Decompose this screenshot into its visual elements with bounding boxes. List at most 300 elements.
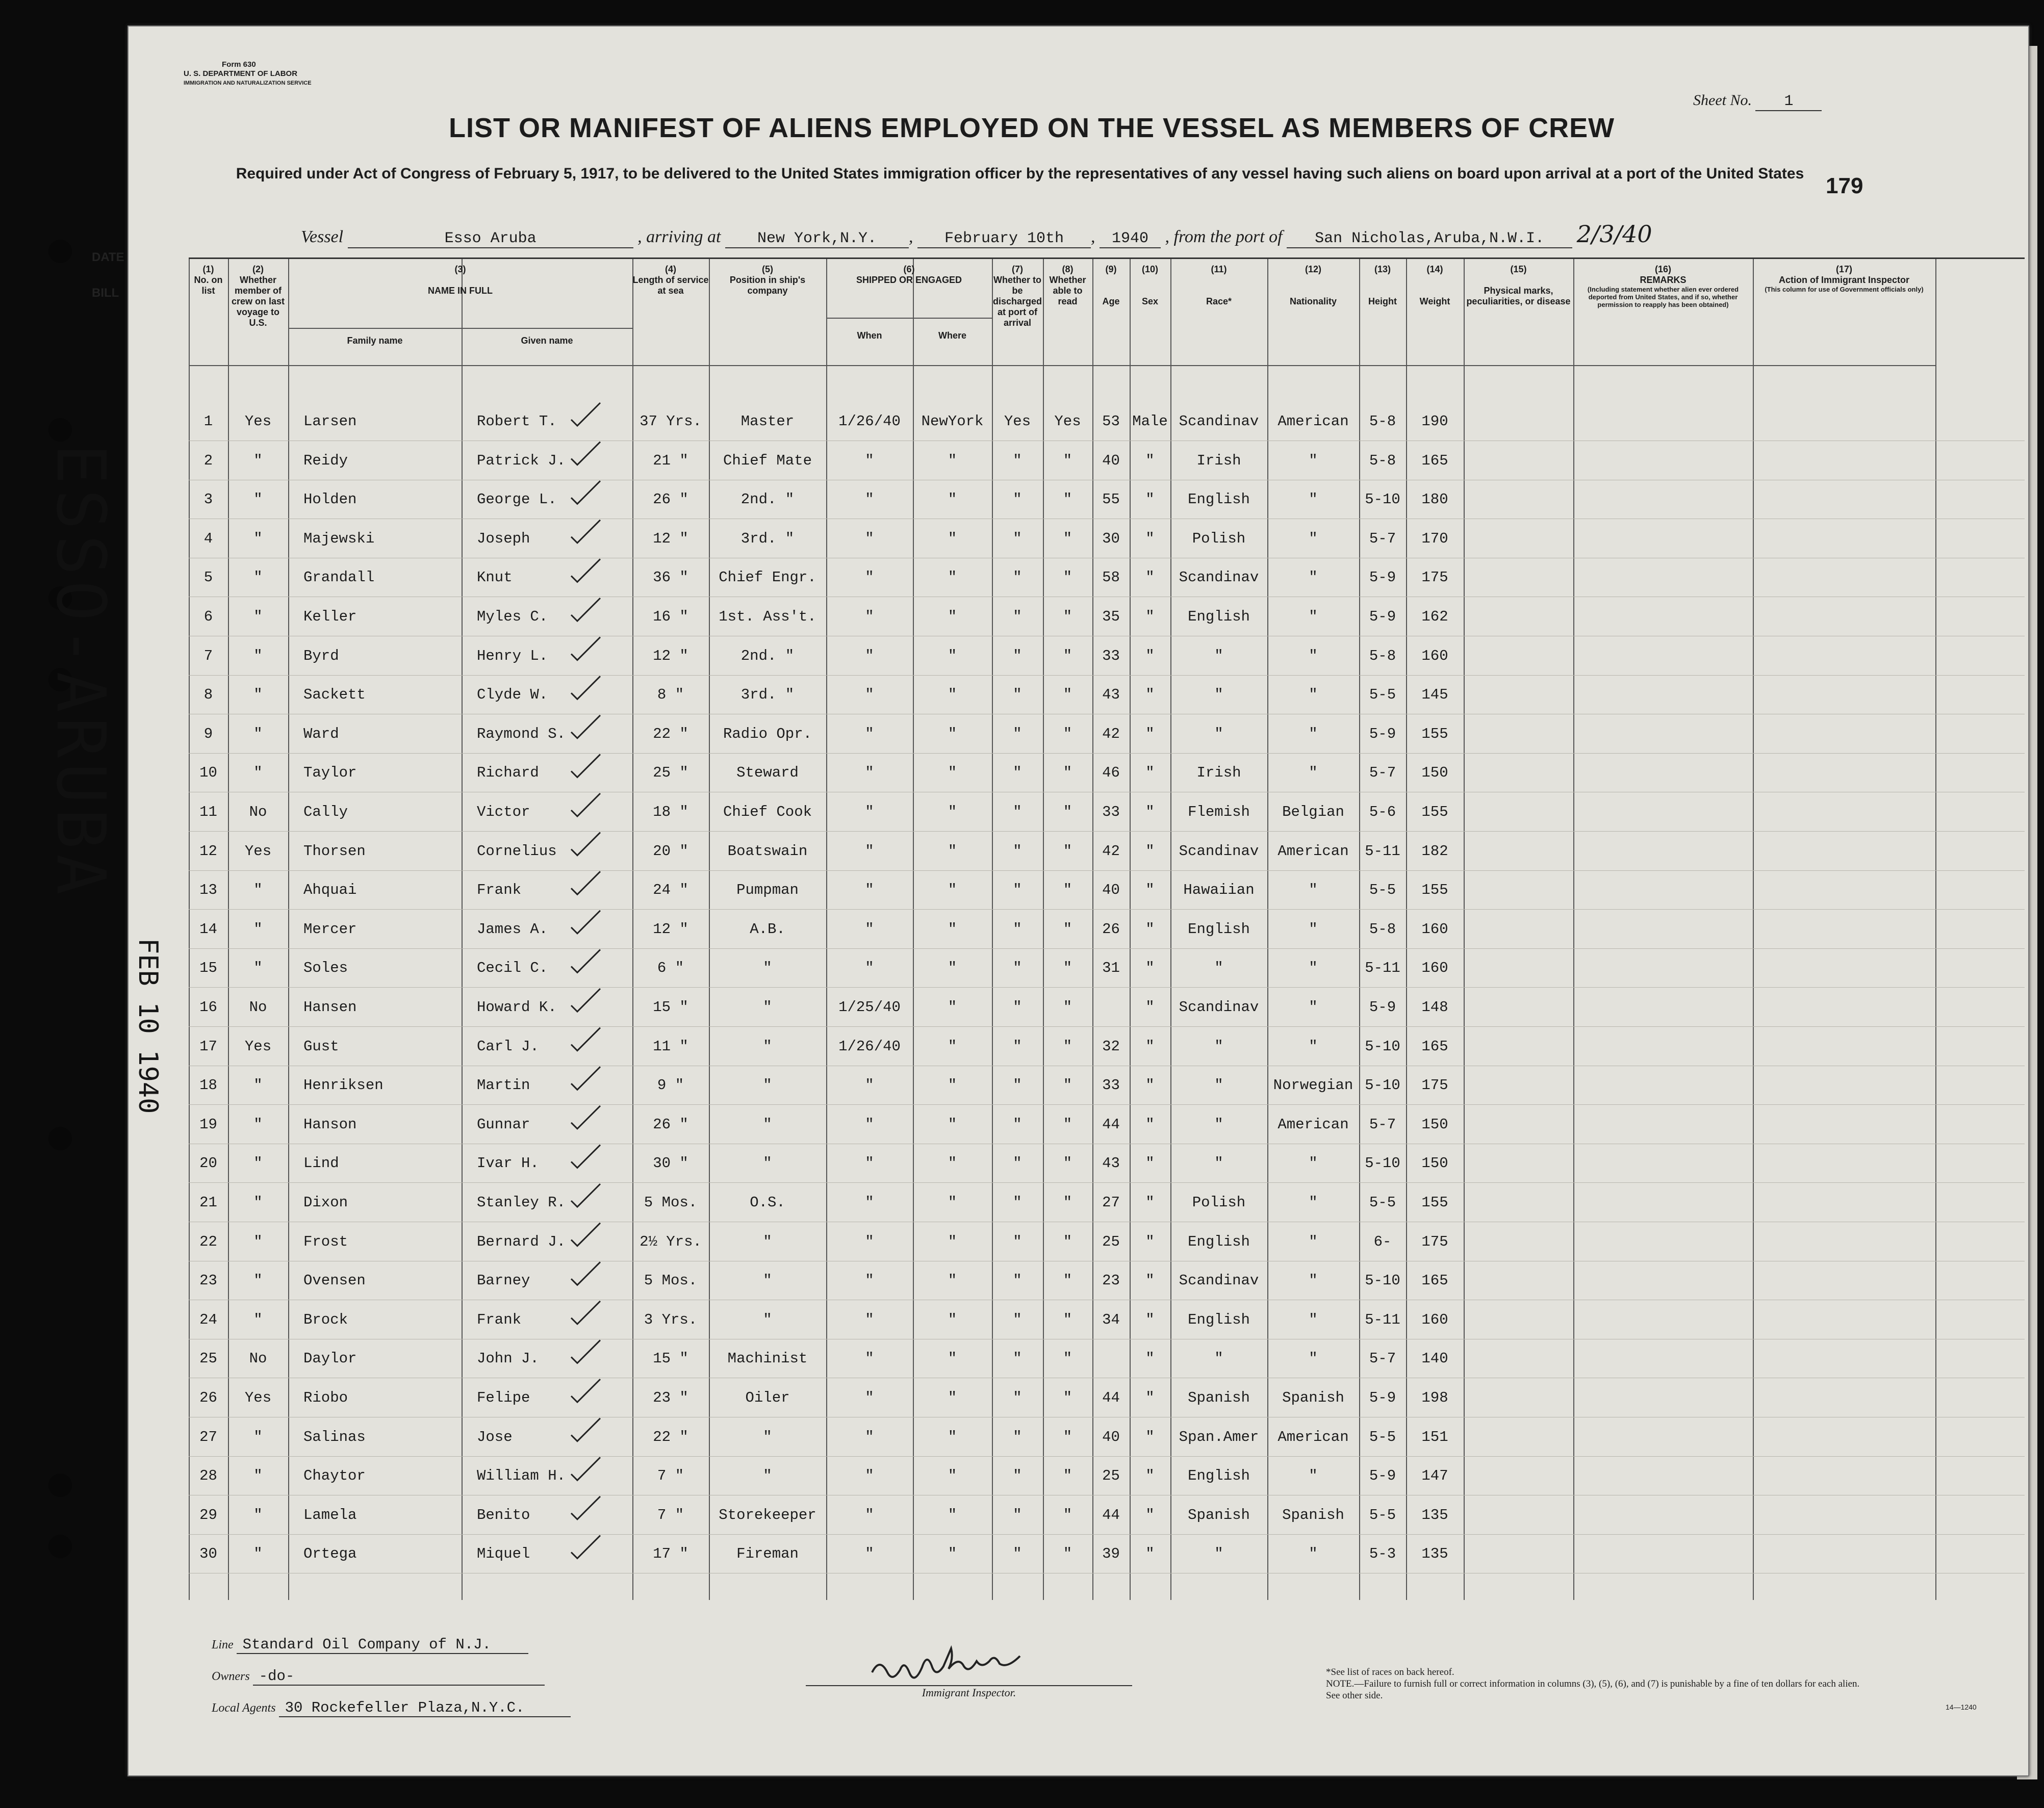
cell-nationality: " — [1309, 1155, 1318, 1172]
cell-sex: " — [1145, 1545, 1155, 1563]
cell-given: Cecil C. — [477, 960, 548, 977]
cell-nationality: " — [1309, 920, 1318, 938]
cell-race: " — [1214, 1155, 1223, 1172]
cell-service: 7 " — [657, 1467, 684, 1485]
cell-given: Miquel — [477, 1545, 530, 1563]
cell-family: Chaytor — [303, 1467, 366, 1485]
cell-service: 21 " — [653, 452, 688, 469]
cell-height: 5-10 — [1365, 1038, 1400, 1055]
cell-family: Salinas — [303, 1428, 366, 1445]
cell-age: 40 — [1102, 1428, 1120, 1445]
cell-height: 6- — [1373, 1233, 1392, 1250]
cell-discharged: " — [1013, 725, 1022, 742]
cell-age: 44 — [1102, 1506, 1120, 1523]
cell-read: " — [1063, 764, 1072, 782]
cell-nationality: " — [1309, 960, 1318, 977]
cell-sex: " — [1145, 530, 1155, 547]
cell-prev: " — [253, 1155, 263, 1172]
cell-given: Howard K. — [477, 999, 557, 1016]
cell-position: 3rd. " — [740, 686, 795, 704]
cell-read: " — [1063, 999, 1072, 1016]
cell-discharged: " — [1013, 1038, 1022, 1055]
when-header: When — [857, 330, 882, 341]
cell-no: 4 — [203, 530, 213, 547]
cell-where: " — [948, 569, 957, 586]
cell-sex: " — [1145, 1038, 1155, 1055]
cell-read: " — [1063, 1545, 1072, 1563]
cell-weight: 150 — [1421, 1155, 1448, 1172]
cell-prev: " — [253, 530, 263, 547]
cell-when: " — [865, 764, 874, 782]
penalty-note: NOTE.—Failure to furnish full or correct information in columns (3), (5), (6), and (7) is punishable by a fine of ten dollars for each alien. See other side. — [1326, 1678, 1860, 1701]
cell-discharged: " — [1013, 491, 1022, 508]
cell-discharged: " — [1013, 686, 1022, 704]
cell-position: Oiler — [745, 1389, 790, 1406]
cell-sex: " — [1145, 1389, 1155, 1406]
cell-height: 5-10 — [1365, 1155, 1400, 1172]
cell-nationality: " — [1309, 1233, 1318, 1250]
col2-num: (2) — [252, 264, 264, 274]
col10-num: (10) — [1141, 264, 1158, 274]
cell-sex: " — [1145, 569, 1155, 586]
cell-weight: 190 — [1421, 413, 1448, 430]
cell-discharged: " — [1013, 647, 1022, 664]
cell-weight: 182 — [1421, 842, 1448, 860]
cell-family: Daylor — [303, 1350, 357, 1367]
table-row — [189, 948, 2025, 988]
cell-height: 5-10 — [1365, 1272, 1400, 1289]
cell-sex: " — [1145, 1506, 1155, 1523]
inspector-label: Immigrant Inspector. — [806, 1685, 1132, 1699]
cell-race: Flemish — [1188, 804, 1250, 820]
cell-prev: " — [253, 764, 263, 782]
cell-prev: Yes — [244, 1038, 272, 1055]
cell-given: Cornelius — [477, 842, 557, 860]
cell-given: Stanley R. — [477, 1194, 566, 1211]
cell-prev: " — [253, 882, 263, 899]
cell-height: 5-9 — [1369, 999, 1396, 1016]
cell-weight: 155 — [1421, 882, 1448, 899]
cell-when: " — [865, 960, 874, 977]
cell-given: Felipe — [477, 1389, 530, 1406]
cell-height: 5-5 — [1369, 686, 1396, 704]
cell-nationality: American — [1278, 413, 1349, 430]
cell-age: 39 — [1102, 1545, 1120, 1563]
cell-when: 1/25/40 — [838, 999, 901, 1016]
cell-race: English — [1188, 1467, 1250, 1485]
col2-label: Whether member of crew on last voyage to U.S. — [231, 275, 285, 328]
footer-fields — [212, 1629, 571, 1724]
cell-weight: 162 — [1421, 608, 1448, 625]
cell-race: Irish — [1196, 452, 1241, 469]
remarks-note: (Including statement whether alien ever ordered deported from United States, and if so, whether permission to reapply has been obtained) — [1587, 286, 1739, 308]
table-row — [189, 1534, 2025, 1573]
cell-where: " — [948, 1389, 957, 1406]
cell-given: Jose — [477, 1428, 513, 1445]
cell-age: 42 — [1102, 842, 1120, 860]
cell-service: 22 " — [653, 725, 688, 742]
cell-position: 2nd. " — [740, 647, 795, 664]
cell-discharged: " — [1013, 842, 1022, 860]
table-row — [189, 519, 2025, 558]
col9-label: Age — [1102, 296, 1120, 306]
cell-weight: 160 — [1421, 647, 1448, 664]
cell-where: " — [948, 960, 957, 977]
cell-given: Ivar H. — [477, 1155, 539, 1172]
col15-num: (15) — [1510, 264, 1527, 274]
cell-when: " — [865, 1506, 874, 1523]
cell-no: 8 — [203, 686, 213, 704]
cell-no: 9 — [203, 725, 213, 742]
arrival-date: February 10th — [917, 230, 1091, 248]
cell-sex: " — [1145, 1311, 1155, 1328]
department: U. S. DEPARTMENT OF LABOR — [184, 69, 298, 78]
cell-age: 27 — [1102, 1194, 1120, 1211]
cell-height: 5-5 — [1369, 1428, 1396, 1445]
cell-weight: 150 — [1421, 764, 1448, 782]
cell-service: 24 " — [653, 882, 688, 899]
col10-label: Sex — [1141, 296, 1159, 306]
cell-family: Majewski — [303, 530, 375, 547]
cell-weight: 160 — [1421, 960, 1448, 977]
cell-read: " — [1063, 647, 1072, 664]
cell-no: 2 — [203, 452, 213, 469]
cell-when: " — [865, 1545, 874, 1563]
cell-where: " — [948, 1350, 957, 1367]
cell-sex: " — [1145, 1428, 1155, 1445]
cell-no: 7 — [203, 647, 213, 664]
departure-port: San Nicholas,Aruba,N.W.I. — [1287, 230, 1572, 248]
cell-position: " — [763, 1233, 772, 1250]
cell-read: " — [1063, 452, 1072, 469]
cell-read: " — [1063, 1077, 1072, 1094]
cell-prev: " — [253, 1311, 263, 1328]
cell-family: Thorsen — [303, 842, 366, 860]
col15-label: Physical marks, peculiarities, or disease — [1466, 286, 1571, 306]
cell-service: 20 " — [653, 842, 688, 860]
cell-nationality: Spanish — [1282, 1506, 1344, 1523]
cell-where: " — [948, 1428, 957, 1445]
cell-race: English — [1188, 920, 1250, 938]
cell-where: " — [948, 725, 957, 742]
cell-read: " — [1063, 1389, 1072, 1406]
col16-label: REMARKS — [1640, 275, 1687, 285]
cell-discharged: " — [1013, 530, 1022, 547]
cell-position: Master — [740, 413, 795, 430]
form-number: Form 630 — [222, 60, 256, 69]
cell-given: Frank — [477, 882, 522, 899]
cell-where: " — [948, 491, 957, 508]
cell-weight: 175 — [1421, 1077, 1448, 1094]
table-row — [189, 1339, 2025, 1378]
cell-position: Chief Mate — [723, 452, 812, 469]
cell-race: " — [1214, 1077, 1223, 1094]
cell-given: Gunnar — [477, 1116, 530, 1133]
cell-no: 3 — [203, 491, 213, 508]
cell-race: Hawaiian — [1183, 882, 1255, 899]
cell-where: " — [948, 452, 957, 469]
cell-age: 33 — [1102, 1077, 1120, 1094]
cell-when: " — [865, 882, 874, 899]
cell-read: " — [1063, 1311, 1072, 1328]
cell-age: 25 — [1102, 1467, 1120, 1485]
cell-where: " — [948, 647, 957, 664]
cell-height: 5-8 — [1369, 920, 1396, 938]
cell-family: Grandall — [303, 569, 375, 586]
cell-service: 17 " — [653, 1545, 688, 1563]
cell-no: 18 — [199, 1077, 217, 1094]
cell-read: " — [1063, 842, 1072, 860]
table-row — [189, 1378, 2025, 1417]
cell-no: 13 — [199, 882, 217, 899]
cell-prev: " — [253, 647, 263, 664]
cell-where: " — [948, 1077, 957, 1094]
col3-label: NAME IN FULL — [428, 286, 493, 296]
cell-service: 15 " — [653, 999, 688, 1016]
cell-discharged: " — [1013, 882, 1022, 899]
col6-label: SHIPPED OR ENGAGED — [856, 275, 962, 285]
cell-given: Barney — [477, 1272, 530, 1289]
col9-num: (9) — [1105, 264, 1117, 274]
cell-family: Riobo — [303, 1389, 348, 1406]
cell-family: Brock — [303, 1311, 348, 1328]
cell-given: Henry L. — [477, 647, 548, 664]
cell-position: " — [763, 1038, 772, 1055]
cell-race: " — [1214, 960, 1223, 977]
action-note: (This column for use of Government officials only) — [1765, 286, 1924, 293]
cell-discharged: " — [1013, 1233, 1022, 1250]
cell-no: 22 — [199, 1233, 217, 1250]
cell-no: 14 — [199, 920, 217, 938]
arrival-year: 1940 — [1100, 230, 1161, 248]
table-row — [189, 1300, 2025, 1339]
cell-sex: " — [1145, 725, 1155, 742]
cell-sex: " — [1145, 491, 1155, 508]
cell-read: " — [1063, 1116, 1072, 1133]
cell-when: " — [865, 1389, 874, 1406]
cell-nationality: " — [1309, 452, 1318, 469]
vessel-label: Vessel — [301, 227, 344, 246]
cell-position: " — [763, 1311, 772, 1328]
cell-position: Machinist — [727, 1350, 808, 1367]
cell-sex: " — [1145, 764, 1155, 782]
cell-given: James A. — [477, 920, 548, 938]
cell-no: 1 — [203, 413, 213, 430]
table-row — [189, 1261, 2025, 1300]
col4-label: Length of service at sea — [632, 275, 709, 296]
cell-age: 26 — [1102, 920, 1120, 938]
cell-position: " — [763, 1155, 772, 1172]
table-row — [189, 1105, 2025, 1144]
cell-where: " — [948, 764, 957, 782]
cell-service: 26 " — [653, 491, 688, 508]
cell-read: " — [1063, 1467, 1072, 1485]
col4-num: (4) — [665, 264, 676, 274]
cell-discharged: " — [1013, 764, 1022, 782]
cell-race: English — [1188, 608, 1250, 625]
document-title: LIST OR MANIFEST OF ALIENS EMPLOYED ON THE VESSEL AS MEMBERS OF CREW — [449, 113, 1615, 143]
cell-when: " — [865, 569, 874, 586]
cell-where: " — [948, 804, 957, 820]
handwritten-date: 2/3/40 — [1576, 220, 1652, 248]
cell-where: " — [948, 1233, 957, 1250]
cell-no: 20 — [199, 1155, 217, 1172]
col5-num: (5) — [762, 264, 773, 274]
cell-race: Polish — [1192, 1194, 1246, 1211]
cell-discharged: " — [1013, 1077, 1022, 1094]
cell-read: " — [1063, 960, 1072, 977]
cell-service: 7 " — [657, 1506, 684, 1523]
col6-num: (6) — [903, 264, 915, 274]
inspector-signature-block — [806, 1644, 1132, 1699]
cell-nationality: " — [1309, 647, 1318, 664]
cell-discharged: " — [1013, 1428, 1022, 1445]
cell-age: 42 — [1102, 725, 1120, 742]
cell-race: English — [1188, 1233, 1250, 1250]
cell-given: John J. — [477, 1350, 539, 1367]
cell-age: 43 — [1102, 1155, 1120, 1172]
table-row — [189, 480, 2025, 519]
cell-service: 5 Mos. — [644, 1272, 698, 1289]
cell-nationality: " — [1309, 569, 1318, 586]
cell-given: Myles C. — [477, 608, 548, 625]
cell-prev: " — [253, 686, 263, 704]
cell-prev: No — [249, 999, 267, 1016]
table-row — [189, 402, 2025, 441]
cell-weight: 147 — [1421, 1467, 1448, 1485]
cell-age: 34 — [1102, 1311, 1120, 1328]
cell-discharged: " — [1013, 1272, 1022, 1289]
cell-race: " — [1214, 1116, 1223, 1133]
cell-weight: 135 — [1421, 1506, 1448, 1523]
cell-prev: " — [253, 1545, 263, 1563]
cell-age: 44 — [1102, 1116, 1120, 1133]
cell-when: 1/26/40 — [838, 1038, 901, 1055]
cell-nationality: Norwegian — [1273, 1077, 1353, 1094]
cell-service: 8 " — [657, 686, 684, 704]
cell-nationality: " — [1309, 608, 1318, 625]
cell-family: Dixon — [303, 1194, 348, 1211]
cell-no: 25 — [199, 1350, 217, 1367]
cell-given: Martin — [477, 1077, 530, 1094]
cell-age: 32 — [1102, 1038, 1120, 1055]
cell-weight: 175 — [1421, 569, 1448, 586]
cell-nationality: Belgian — [1282, 804, 1344, 820]
cell-race: Scandinav — [1179, 999, 1259, 1016]
cell-prev: " — [253, 1116, 263, 1133]
cell-no: 19 — [199, 1116, 217, 1133]
cell-height: 5-8 — [1369, 647, 1396, 664]
arriving-label: , arriving at — [637, 227, 721, 246]
cell-read: " — [1063, 725, 1072, 742]
line-value: Standard Oil Company of N.J. — [237, 1636, 528, 1654]
cell-sex: " — [1145, 882, 1155, 899]
cell-when: " — [865, 491, 874, 508]
cell-weight: 155 — [1421, 804, 1448, 820]
cell-prev: " — [253, 1506, 263, 1523]
cell-service: 9 " — [657, 1077, 684, 1094]
cell-service: 12 " — [653, 647, 688, 664]
cell-discharged: " — [1013, 1194, 1022, 1211]
cell-when: " — [865, 1350, 874, 1367]
col11-label: Race* — [1206, 296, 1232, 306]
cell-sex: " — [1145, 1077, 1155, 1094]
cell-given: Richard — [477, 764, 539, 782]
col3-num: (3) — [454, 264, 466, 274]
cell-prev: " — [253, 608, 263, 625]
cell-discharged: " — [1013, 1155, 1022, 1172]
table-row — [189, 1066, 2025, 1105]
cell-age: 40 — [1102, 882, 1120, 899]
table-row — [189, 1144, 2025, 1183]
table-row — [189, 792, 2025, 832]
cell-position: " — [763, 1116, 772, 1133]
cell-position: O.S. — [750, 1194, 785, 1211]
where-header: Where — [938, 330, 966, 341]
cell-race: " — [1214, 1350, 1223, 1367]
vessel-name-stamp: ESSO-ARUBA — [41, 444, 120, 900]
cell-weight: 198 — [1421, 1389, 1448, 1406]
cell-age: 40 — [1102, 452, 1120, 469]
cell-prev: No — [249, 1350, 267, 1367]
cell-family: Lind — [303, 1155, 339, 1172]
cell-height: 5-3 — [1369, 1545, 1396, 1563]
col8-num: (8) — [1062, 264, 1074, 274]
cell-where: " — [948, 608, 957, 625]
cell-position: Boatswain — [727, 842, 808, 860]
cell-weight: 160 — [1421, 920, 1448, 938]
cell-prev: No — [249, 804, 267, 820]
cell-prev: " — [253, 1272, 263, 1289]
cell-read: Yes — [1054, 413, 1081, 430]
cell-position: Chief Engr. — [719, 569, 816, 586]
cell-age: 58 — [1102, 569, 1120, 586]
cell-height: 5-9 — [1369, 608, 1396, 625]
cell-sex: " — [1145, 920, 1155, 938]
cell-prev: " — [253, 1467, 263, 1485]
cell-given: Robert T. — [477, 413, 557, 430]
col13-num: (13) — [1374, 264, 1391, 274]
cell-weight: 175 — [1421, 1233, 1448, 1250]
crew-table — [189, 257, 2025, 1600]
cell-family: Lamela — [303, 1506, 357, 1523]
cell-position: " — [763, 1272, 772, 1289]
cell-discharged: " — [1013, 569, 1022, 586]
cell-height: 5-5 — [1369, 1194, 1396, 1211]
cell-read: " — [1063, 1272, 1072, 1289]
cell-race: Irish — [1196, 764, 1241, 782]
cell-read: " — [1063, 530, 1072, 547]
cell-when: " — [865, 1077, 874, 1094]
cell-given: Knut — [477, 569, 513, 586]
cell-service: 36 " — [653, 569, 688, 586]
cell-position: " — [763, 1077, 772, 1094]
cell-family: Frost — [303, 1233, 348, 1250]
cell-nationality: American — [1278, 1116, 1349, 1133]
cell-race: Spanish — [1188, 1389, 1250, 1406]
cell-service: 25 " — [653, 764, 688, 782]
cell-position: Steward — [736, 764, 799, 782]
cell-service: 16 " — [653, 608, 688, 625]
cell-when: " — [865, 725, 874, 742]
col1-label: No. on list — [194, 275, 223, 296]
cell-discharged: Yes — [1004, 413, 1031, 430]
cell-no: 15 — [199, 960, 217, 977]
owners-label: Owners — [212, 1670, 250, 1683]
cell-prev: " — [253, 960, 263, 977]
cell-weight: 170 — [1421, 530, 1448, 547]
cell-read: " — [1063, 1194, 1072, 1211]
